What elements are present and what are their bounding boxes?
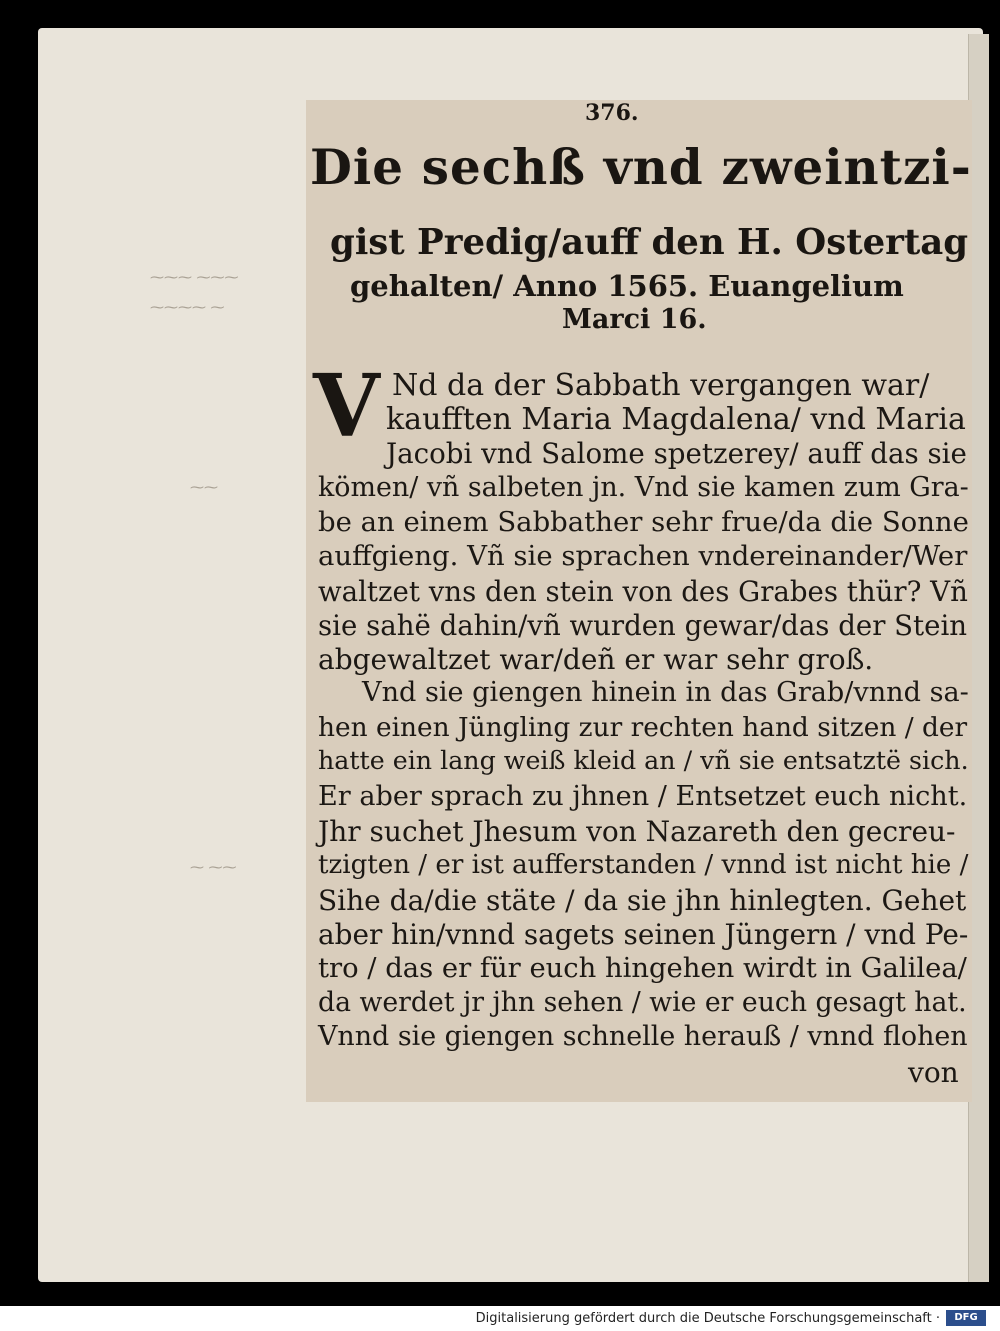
- body-line: hen einen Jüngling zur rechten hand sitzen / der: [318, 712, 968, 743]
- body-line: aber hin/vnnd sagets seinen Jüngern / vnd Pe-: [318, 918, 969, 951]
- body-line: waltzet vns den stein von des Grabes thür? Vñ: [318, 575, 968, 608]
- dfg-logo: DFG: [946, 1310, 986, 1326]
- sermon-title-line-3: gehalten/ Anno 1565. Euangelium: [350, 269, 904, 303]
- page-number: 376.: [585, 100, 639, 126]
- body-line: kömen/ vñ salbeten jn. Vnd sie kamen zum Gra-: [318, 472, 969, 503]
- body-line: Vnnd sie giengen schnelle herauß / vnnd flohen: [318, 1021, 968, 1052]
- drop-capital: V: [313, 356, 380, 457]
- body-line: tro / das er für euch hingehen wirdt in Galilea/: [318, 953, 967, 984]
- body-line: da werdet jr jhn sehen / wie er euch gesagt hat.: [318, 987, 967, 1018]
- catchword: von: [908, 1056, 959, 1089]
- margin-bleed-note: ⁓⁓: [190, 480, 218, 496]
- body-line: be an einem Sabbather sehr frue/da die Sonne: [318, 506, 969, 538]
- body-line: auffgieng. Vñ sie sprachen vndereinander/Wer: [318, 540, 968, 572]
- digitization-footer: [0, 1306, 1000, 1331]
- margin-bleed-note: ⁓⁓⁓⁓ ⁓: [150, 300, 225, 316]
- body-line: Jacobi vnd Salome spetzerey/ auff das sie: [386, 437, 967, 470]
- body-line: Nd da der Sabbath vergangen war/: [392, 368, 930, 403]
- body-line: hatte ein lang weiß kleid an / vñ sie entsatztë sich.: [318, 746, 969, 775]
- body-line: kaufften Maria Magdalena/ vnd Maria: [386, 402, 966, 437]
- margin-bleed-note: ⁓ ⁓⁓: [190, 860, 237, 876]
- body-line: abgewaltzet war/deñ er war sehr groß.: [318, 643, 874, 676]
- sermon-title-line-4: Marci 16.: [562, 304, 707, 335]
- sermon-title-line-2: gist Predig/auff den H. Ostertag: [330, 222, 969, 263]
- footer-credit: Digitalisierung gefördert durch die Deutsche Forschungsgemeinschaft ·: [475, 1311, 940, 1326]
- margin-bleed-note: ⁓⁓⁓ ⁓⁓⁓: [150, 270, 239, 286]
- body-line: Sihe da/die stäte / da sie jhn hinlegten. Gehet: [318, 884, 967, 917]
- body-line: Er aber sprach zu jhnen / Entsetzet euch nicht.: [318, 781, 968, 812]
- body-line: Vnd sie giengen hinein in das Grab/vnnd sa-: [362, 677, 969, 708]
- body-line: sie sahë dahin/vñ wurden gewar/das der Stein: [318, 609, 968, 642]
- body-line: Jhr suchet Jhesum von Nazareth den gecreu-: [318, 815, 956, 848]
- sermon-title-line-1: Die sechß vnd zweintzi-: [310, 140, 972, 196]
- body-line: tzigten / er ist aufferstanden / vnnd ist nicht hie /: [318, 850, 969, 880]
